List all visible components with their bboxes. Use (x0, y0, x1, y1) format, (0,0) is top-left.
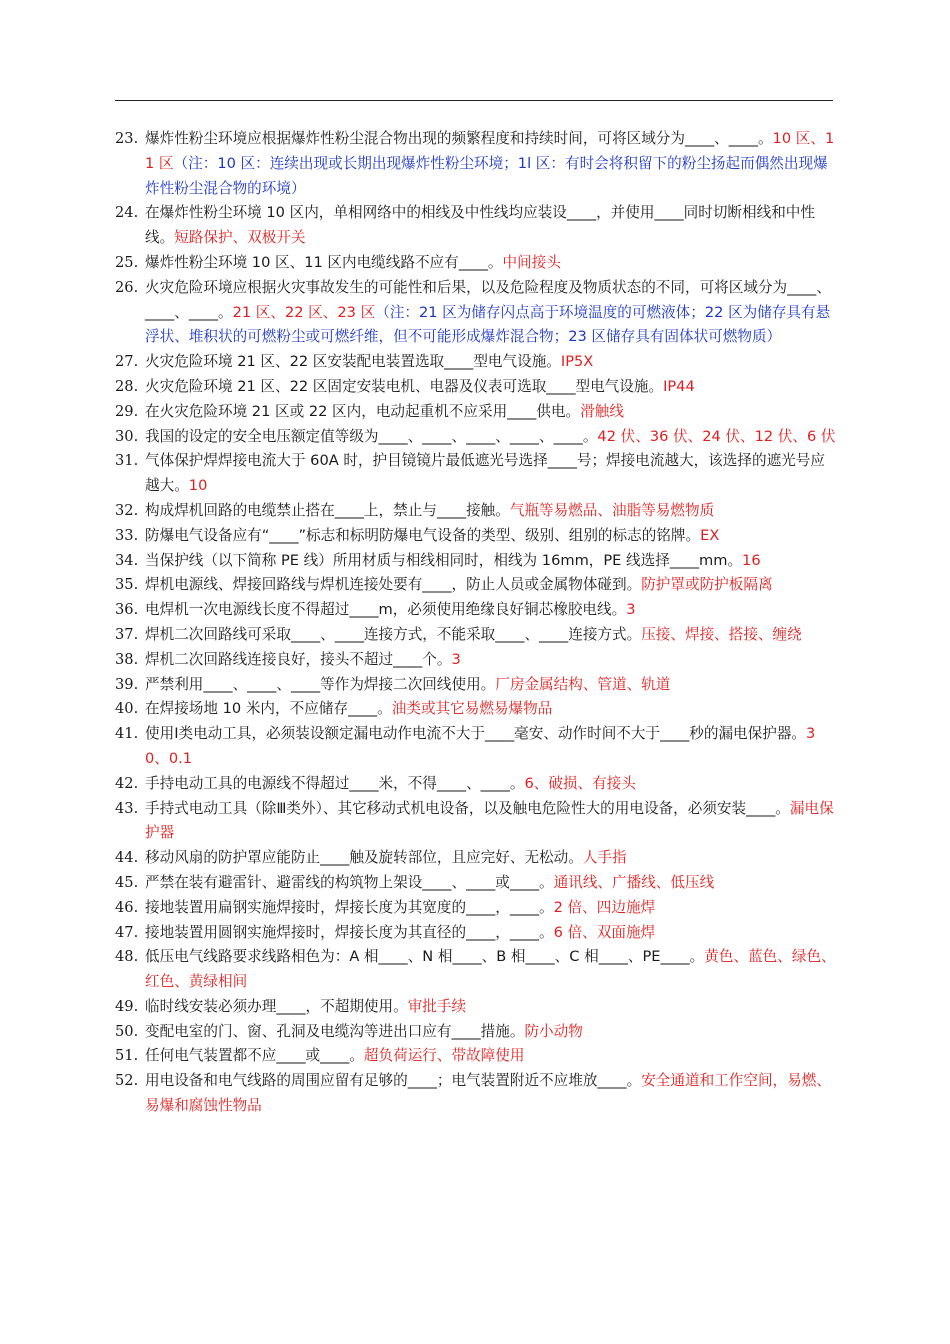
answer-text: 16 (742, 551, 761, 569)
question-number: 27. (115, 353, 139, 371)
question-item (115, 549, 837, 574)
question-item (115, 127, 837, 201)
question-text: 构成焊机回路的电缆禁止搭在____上，禁止与____接触。 (145, 501, 510, 519)
question-number: 30. (115, 427, 139, 445)
question-item (115, 375, 837, 400)
question-item (115, 995, 837, 1020)
question-text: 低压电气线路要求线路相色为：A 相____、N 相____、B 相____、C 相____、PE____。 (145, 948, 705, 966)
question-number: 35. (115, 576, 139, 594)
answer-text: 超负荷运行、带故障使用 (363, 1047, 525, 1065)
answer-text: 厂房金属结构、管道、轨道 (495, 675, 671, 693)
header-rule (115, 100, 833, 101)
question-number: 29. (115, 402, 139, 420)
question-item (115, 598, 837, 623)
question-text: 移动风扇的防护罩应能防止____触及旋转部位，且应完好、无松动。 (145, 849, 583, 867)
question-number: 48. (115, 948, 139, 966)
question-item (115, 797, 837, 847)
question-text: 火灾危险环境应根据火灾事故发生的可能性和后果，以及危险程度及物质状态的不同，可将区域分为____、____、____。 (145, 278, 831, 321)
answer-text: 防护罩或防护板隔离 (641, 576, 773, 594)
question-number: 36. (115, 601, 139, 619)
question-text: 焊机二次回路线连接良好，接头不超过____个。 (145, 650, 452, 668)
answer-text: 安全通道和工作空间，易燃、易爆和腐蚀性物品 (145, 1072, 831, 1115)
question-number: 39. (115, 675, 139, 693)
question-text: 接地装置用扁钢实施焊接时，焊接长度为其宽度的____，____。 (145, 898, 554, 916)
question-text: 爆炸性粉尘环境 10 区、11 区内电缆线路不应有____。 (145, 253, 503, 271)
question-number: 51. (115, 1047, 139, 1065)
question-text: 防爆电气设备应有“____”标志和标明防爆电气设备的类型、级别、组别的标志的铭牌。 (145, 526, 701, 544)
question-number: 33. (115, 526, 139, 544)
question-list (115, 127, 837, 1119)
question-item (115, 945, 837, 995)
answer-text: EX (700, 526, 720, 544)
answer-note: （注：21 区为储存闪点高于环境温度的可燃液体；22 区为储存具有悬浮状、堆积状的可燃粉尘或可燃纤维，但不可能形成爆炸混合物；23 区储存具有固体状可燃物质） (145, 303, 831, 346)
question-item (115, 697, 837, 722)
question-number: 23. (115, 130, 139, 147)
question-number: 32. (115, 501, 139, 519)
question-text: 在爆炸性粉尘环境 10 区内，单相网络中的相线及中性线均应装设____，并使用____同时切断相线和中性线。 (145, 204, 815, 247)
answer-text: 压接、焊接、搭接、缠绕 (641, 625, 802, 643)
answer-note: （注：10 区：连续出现或长期出现爆炸性粉尘环境；1l 区：有时会将积留下的粉尘扬起而偶然出现爆炸性粉尘混合物的环境） (145, 154, 828, 197)
question-item (115, 722, 837, 772)
question-number: 37. (115, 625, 139, 643)
answer-text: 3 (451, 650, 461, 668)
question-number: 26. (115, 278, 139, 296)
question-number: 46. (115, 898, 139, 916)
question-item (115, 846, 837, 871)
question-item (115, 499, 837, 524)
answer-text: 10 区、11 区 (145, 130, 835, 172)
question-text: 手持式电动工具（除Ⅲ类外）、其它移动式机电设备，以及触电危险性大的用电设备，必须安装____。 (145, 799, 790, 817)
question-text: 任何电气装置都不应____或____。 (145, 1047, 364, 1065)
question-number: 41. (115, 725, 139, 743)
question-text: 临时线安装必须办理____，不超期使用。 (145, 997, 408, 1015)
question-text: 焊机电源线、焊接回路线与焊机连接处要有____，防止人员或金属物体碰到。 (145, 576, 642, 594)
question-text: 气体保护焊焊接电流大于 60A 时，护目镜镜片最低遮光号选择____号；焊接电流越大，该选择的遮光号应越大。 (145, 452, 825, 495)
question-text: 使用Ⅰ类电动工具，必须装设额定漏电动作电流不大于____毫安、动作时间不大于____秒的漏电保护器。 (145, 725, 807, 743)
answer-text: 防小动物 (524, 1022, 583, 1040)
question-text: 焊机二次回路线可采取____、____连接方式，不能采取____、____连接方式。 (145, 625, 642, 643)
question-text: 在焊接场地 10 米内，不应储存____。 (145, 700, 392, 718)
question-text: 在火灾危险环境 21 区或 22 区内，电动起重机不应采用____供电。 (145, 402, 581, 420)
answer-text: 审批手续 (407, 997, 467, 1015)
question-text: 火灾危险环境 21 区、22 区安装配电装置选取____型电气设施。 (145, 353, 561, 371)
answer-text: 通讯线、广播线、低压线 (553, 873, 715, 891)
question-number: 44. (115, 849, 139, 867)
question-number: 24. (115, 204, 139, 222)
question-text: 严禁利用____、____、____等作为焊接二次回线使用。 (145, 675, 496, 693)
question-text: 变配电室的门、窗、孔洞及电缆沟等进出口应有____措施。 (145, 1022, 525, 1040)
question-item (115, 648, 837, 673)
question-number: 43. (115, 799, 139, 817)
question-number: 40. (115, 700, 139, 718)
answer-text: 3 (626, 601, 636, 619)
answer-text: 42 伏、36 伏、24 伏、12 伏、6 伏 (597, 427, 836, 445)
question-item (115, 524, 837, 549)
question-number: 25. (115, 253, 139, 271)
question-number: 47. (115, 923, 139, 941)
question-text: 手持电动工具的电源线不得超过____米，不得____、____。 (145, 774, 525, 792)
question-item (115, 772, 837, 797)
answer-text: 滑触线 (580, 402, 624, 420)
question-item (115, 350, 837, 375)
question-item (115, 251, 837, 276)
answer-text: 油类或其它易燃易爆物品 (391, 700, 553, 718)
question-number: 28. (115, 377, 139, 395)
question-text: 火灾危险环境 21 区、22 区固定安装电机、电器及仪表可选取____型电气设施。 (145, 377, 664, 395)
answer-text: 6 倍、双面施焊 (553, 923, 656, 941)
question-number: 42. (115, 774, 139, 792)
answer-text: IP5X (560, 353, 594, 371)
question-number: 34. (115, 551, 139, 569)
answer-text: 10 (188, 477, 208, 495)
question-number: 49. (115, 997, 139, 1015)
answer-text: IP44 (663, 377, 695, 395)
question-number: 38. (115, 650, 139, 668)
answer-text: 黄色、蓝色、绿色、红色、黄绿相间 (145, 948, 836, 991)
answer-text: 漏电保护器 (145, 799, 834, 842)
question-item (115, 1044, 837, 1069)
question-item (115, 449, 837, 499)
question-text: 爆炸性粉尘环境应根据爆炸性粉尘混合物出现的频繁程度和持续时间，可将区域分为____、____。 (145, 130, 773, 147)
question-text: 严禁在装有避雷针、避雷线的构筑物上架设____、____或____。 (145, 873, 554, 891)
question-item (115, 573, 837, 598)
question-item (115, 921, 837, 946)
question-number: 31. (115, 452, 139, 470)
answer-text: 人手指 (582, 849, 627, 867)
question-item (115, 623, 837, 648)
answer-text: 2 倍、四边施焊 (553, 898, 656, 916)
question-text: 当保护线（以下简称 PE 线）所用材质与相线相同时，相线为 16mm，PE 线选择____mm。 (145, 551, 743, 569)
question-number: 45. (115, 873, 139, 891)
answer-text: 6、破损、有接头 (524, 774, 636, 792)
question-number: 50. (115, 1022, 139, 1040)
question-item (115, 871, 837, 896)
question-item (115, 673, 837, 698)
question-number: 52. (115, 1072, 139, 1090)
answer-text: 21 区、22 区、23 区 (232, 303, 376, 321)
question-item (115, 201, 837, 251)
question-text: 我国的设定的安全电压额定值等级为____、____、____、____、____。 (145, 427, 598, 445)
question-text: 电焊机一次电源线长度不得超过____m，必须使用绝缘良好铜芯橡胶电线。 (145, 601, 627, 619)
answer-text: 中间接头 (502, 253, 561, 271)
answer-text: 30、0.1 (145, 725, 816, 767)
question-text: 接地装置用圆钢实施焊接时，焊接长度为其直径的____，____。 (145, 923, 554, 941)
question-item (115, 400, 837, 425)
answer-text: 气瓶等易燃品、油脂等易燃物质 (509, 501, 715, 519)
question-item (115, 276, 837, 350)
question-item (115, 1020, 837, 1045)
question-item (115, 896, 837, 921)
question-item (115, 1069, 837, 1119)
answer-text: 短路保护、双极开关 (174, 229, 306, 247)
question-text: 用电设备和电气线路的周围应留有足够的____；电气装置附近不应堆放____。 (145, 1072, 642, 1090)
question-item (115, 425, 837, 450)
